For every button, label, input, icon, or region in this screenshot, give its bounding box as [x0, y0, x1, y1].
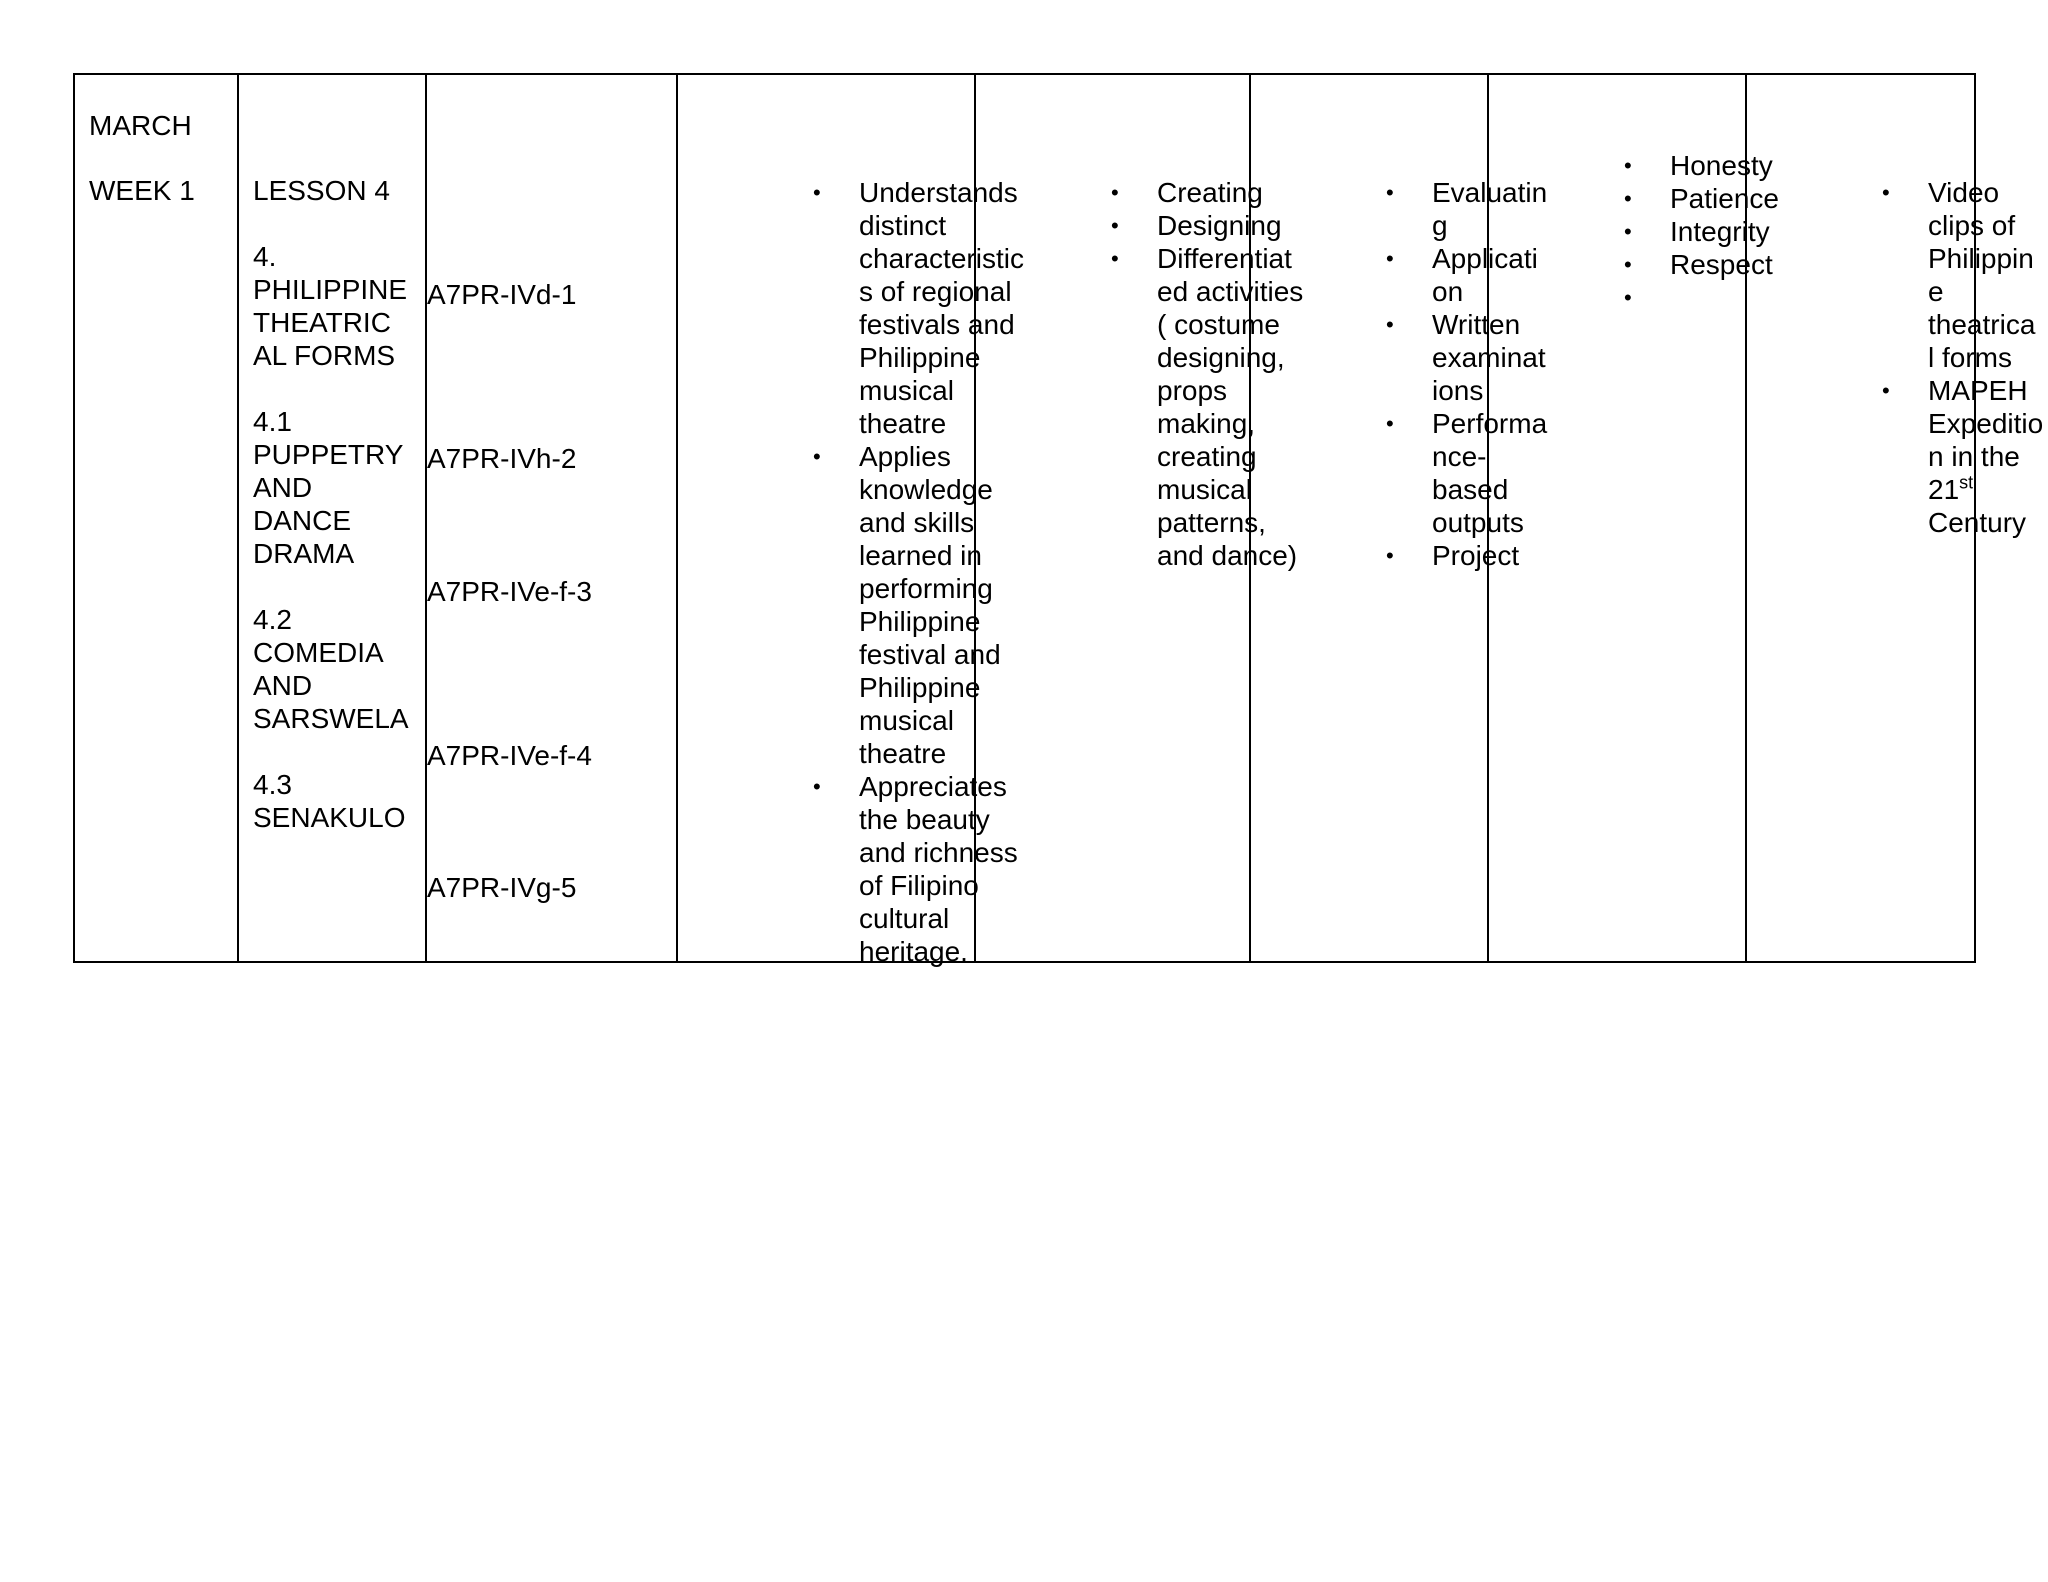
lesson-topic-line: AND — [253, 670, 313, 701]
list-item-line: ions — [1432, 375, 1484, 406]
bullet-icon: • — [1386, 411, 1394, 436]
resource-line: n in the — [1928, 441, 2020, 472]
resource-line: clips of — [1928, 210, 2016, 241]
competency-code: A7PR-IVh-2 — [427, 443, 577, 474]
list-item-line: making, — [1157, 408, 1256, 439]
list-item-line: and skills — [859, 507, 975, 538]
list-item-line: Project — [1432, 540, 1520, 571]
list-item-line: of Filipino — [859, 870, 979, 901]
resource-line: e — [1928, 276, 1944, 307]
list-item-line: Differentiat — [1157, 243, 1292, 274]
list-item-line: theatre — [859, 738, 947, 769]
list-item-line: s of regional — [859, 276, 1012, 307]
resource-line — [1928, 473, 2043, 506]
month-label: MARCH — [89, 110, 192, 141]
bullet-icon: • — [1882, 378, 1890, 403]
list-item — [1360, 407, 1547, 539]
list-item-line: the beauty — [859, 804, 990, 835]
list-item-line: Applicati — [1432, 243, 1538, 274]
week-label: WEEK 1 — [89, 175, 195, 206]
resource-line: Expeditio — [1928, 408, 2044, 439]
list-item-line: Applies — [859, 441, 951, 472]
lesson-title: LESSON 4 — [253, 175, 390, 206]
lesson-topic-line: DRAMA — [253, 538, 355, 569]
lesson-topic-line: 4. — [253, 241, 277, 272]
list-item-line: nce- — [1432, 441, 1487, 472]
bullet-icon: • — [813, 774, 821, 799]
bullet-icon: • — [813, 444, 821, 469]
list-item-line: knowledge — [859, 474, 993, 505]
list-item-line: heritage. — [859, 936, 968, 967]
list-item-line: festivals and — [859, 309, 1015, 340]
bullet-icon: • — [1111, 246, 1119, 271]
list-item-line: Creating — [1157, 177, 1263, 208]
bullet-icon: • — [1386, 312, 1394, 337]
list-item-line: Designing — [1157, 210, 1282, 241]
lesson-topic-line: 4.1 — [253, 406, 292, 437]
list-item-line: characteristic — [859, 243, 1024, 274]
list-item — [787, 176, 1024, 440]
list-item-line: distinct — [859, 210, 947, 241]
bullet-icon: • — [813, 180, 821, 205]
list-item-line: creating — [1157, 441, 1257, 472]
lesson-topic — [253, 768, 428, 834]
column-divider — [676, 75, 678, 961]
list-item-line: Philippine — [859, 342, 981, 373]
lesson-topic — [253, 405, 428, 570]
competency-code: A7PR-IVg-5 — [427, 872, 577, 903]
list-item — [1085, 209, 1303, 242]
ordinal-number: 21 — [1928, 474, 1960, 505]
bullet-icon: • — [1386, 180, 1394, 205]
bullet-icon: • — [1624, 219, 1632, 244]
resource-line: theatrica — [1928, 309, 2036, 340]
bullet-icon: • — [1624, 186, 1632, 211]
list-item-line: ( costume — [1157, 309, 1280, 340]
list-item — [1360, 176, 1547, 242]
list-item-line: Performa — [1432, 408, 1548, 439]
lesson-topic-line: 4.3 — [253, 769, 292, 800]
list-item-line: Evaluatin — [1432, 177, 1548, 208]
list-item-line: Philippine — [859, 606, 981, 637]
list-item — [787, 440, 1024, 770]
list-item — [1360, 242, 1547, 308]
list-item — [1085, 176, 1303, 209]
lesson-topic-line: SENAKULO — [253, 802, 406, 833]
lesson-topic-line: PHILIPPINE — [253, 274, 408, 305]
lesson-topic-line: DANCE — [253, 505, 352, 536]
list-item-line: ed activities — [1157, 276, 1304, 307]
curriculum-table — [73, 73, 2044, 967]
resource-line: l forms — [1928, 342, 2012, 373]
list-item — [1598, 281, 1779, 314]
list-item-line: patterns, — [1157, 507, 1266, 538]
resource-line: Video — [1928, 177, 2000, 208]
list-item-line: cultural — [859, 903, 950, 934]
list-item-line: musical — [859, 705, 954, 736]
column-divider — [237, 75, 239, 961]
list-item-line: Philippine — [859, 672, 981, 703]
list-item — [1598, 149, 1779, 182]
list-item — [1360, 539, 1547, 572]
resource-line: MAPEH — [1928, 375, 2028, 406]
list-item-line: festival and — [859, 639, 1001, 670]
bullet-icon: • — [1882, 180, 1890, 205]
activities-list — [1085, 176, 1303, 572]
list-item-line: g — [1432, 210, 1448, 241]
resource-line: Philippin — [1928, 243, 2034, 274]
list-item-line: based — [1432, 474, 1509, 505]
bullet-icon: • — [1111, 180, 1119, 205]
list-item — [1598, 182, 1779, 215]
resources-list — [1856, 176, 2043, 539]
competency-code: A7PR-IVe-f-4 — [427, 740, 592, 771]
ordinal-suffix: st — [1959, 472, 1974, 493]
assessment-list — [1360, 176, 1547, 572]
list-item-line: outputs — [1432, 507, 1524, 538]
list-item — [1360, 308, 1547, 407]
competency-code: A7PR-IVe-f-3 — [427, 576, 592, 607]
list-item-line: examinat — [1432, 342, 1546, 373]
list-item-line: Written — [1432, 309, 1521, 340]
list-item-line: theatre — [859, 408, 947, 439]
list-item — [787, 770, 1024, 968]
bullet-icon: • — [1624, 153, 1632, 178]
lesson-topic-line: AND — [253, 472, 313, 503]
list-item-line: and dance) — [1157, 540, 1298, 571]
list-item-line: performing — [859, 573, 993, 604]
list-item-line: and richness — [859, 837, 1018, 868]
list-item-line: designing, — [1157, 342, 1285, 373]
lesson-topic-line: AL FORMS — [253, 340, 396, 371]
list-item-line: Honesty — [1670, 150, 1773, 181]
list-item-line: learned in — [859, 540, 982, 571]
resource-item — [1856, 374, 2043, 539]
list-item-line: musical — [1157, 474, 1252, 505]
list-item-line: props — [1157, 375, 1228, 406]
lesson-topic-line: SARSWELA — [253, 703, 409, 734]
lesson-topic-line: THEATRIC — [253, 307, 391, 338]
lesson-topic — [253, 240, 428, 372]
bullet-icon: • — [1624, 285, 1632, 310]
bullet-icon: • — [1386, 246, 1394, 271]
list-item-line: Patience — [1670, 183, 1779, 214]
bullet-icon: • — [1111, 213, 1119, 238]
competencies-list — [787, 176, 1024, 968]
list-item-line: Respect — [1670, 249, 1773, 280]
list-item-line: musical — [859, 375, 954, 406]
lesson-topic — [253, 603, 428, 735]
bullet-icon: • — [1624, 252, 1632, 277]
lesson-topic-line: PUPPETRY — [253, 439, 404, 470]
list-item-line: Understands — [859, 177, 1018, 208]
resource-line: Century — [1928, 507, 2027, 538]
list-item-line: Integrity — [1670, 216, 1770, 247]
list-item-line: Appreciates — [859, 771, 1007, 802]
list-item — [1598, 215, 1779, 248]
lesson-column — [253, 174, 428, 834]
resource-item — [1856, 176, 2043, 374]
bullet-icon: • — [1386, 543, 1394, 568]
list-item — [1598, 248, 1779, 281]
lesson-topic-line: 4.2 — [253, 604, 292, 635]
list-item-line: on — [1432, 276, 1464, 307]
lesson-topic-line: COMEDIA — [253, 637, 384, 668]
list-item — [1085, 242, 1303, 572]
competency-code: A7PR-IVd-1 — [427, 279, 577, 310]
values-list — [1598, 149, 1779, 314]
